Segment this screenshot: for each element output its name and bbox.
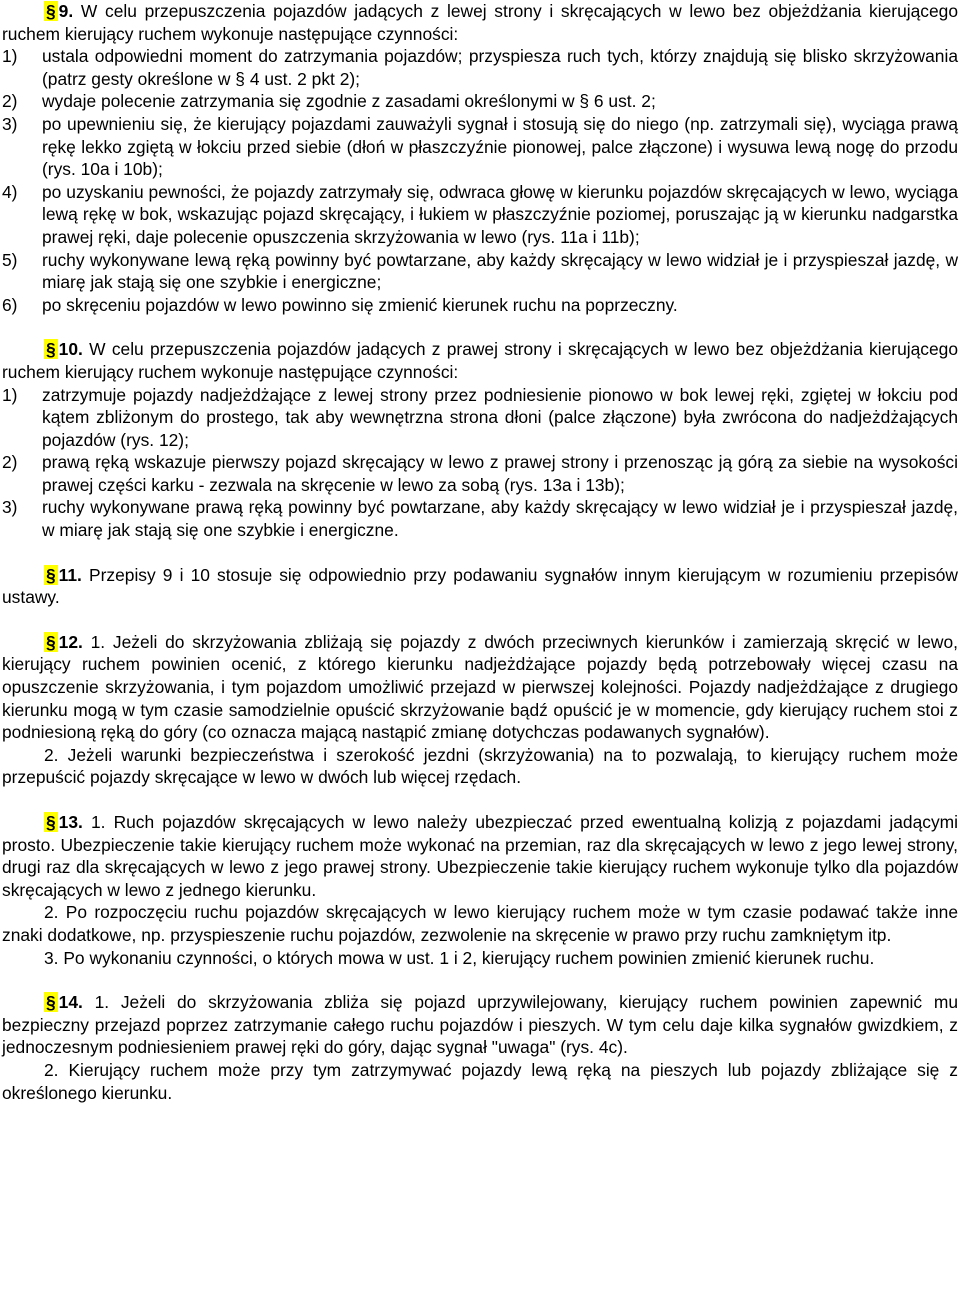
list-item: [2, 451, 958, 496]
list-item-number: 6): [2, 294, 18, 315]
list-item-text: wydaje polecenie zatrzymania się zgodnie z zasadami określonymi w § 6 ust. 2;: [42, 91, 656, 112]
paragraph-symbol: §: [46, 1, 56, 21]
section-14-paragraph-1: [2, 991, 958, 1059]
list-item: [2, 90, 958, 113]
spacer: [2, 609, 958, 631]
section-13-paragraph-3: 3. Po wykonaniu czynności, o których mowa w ust. 1 i 2, kierujący ruchem powinien zmienić kierunek ruchu.: [44, 947, 875, 968]
list-item-number: 3): [2, 497, 18, 518]
section-text: W celu przepuszczenia pojazdów jadących z prawej strony i skręcających w lewo bez objeżdżania kierującego ruchem kierujący ruchem wykonuje następujące czynności:: [2, 339, 958, 382]
section-14-paragraph-2: 2. Kierujący ruchem może przy tym zatrzymywać pojazdy lewą ręką na pieszych lub pojazdy zbliżające się z określonego kierunku.: [2, 1059, 958, 1103]
section-13-paragraph-2: 2. Po rozpoczęciu ruchu pojazdów skręcających w lewo kierujący ruchem może w tym czasie podawać także inne znaki dodatkowe, np. przyspieszenie ruchu pojazdów, zezwolenie na skręcenie w prawo przy ruchu zamkniętym itp.: [2, 902, 958, 945]
spacer: [2, 316, 958, 338]
list-item: [2, 496, 958, 541]
list-item-text: zatrzymuje pojazdy nadjeżdżające z lewej strony przez podniesienie pionowo w bok lewej ręki, zgiętej w łokciu pod kątem zbliżonym do prostego, tak aby wewnętrzna strona dłoni (palce złączone) była zwrócona do nadjeżdżających pojazdów (rys. 12);: [42, 384, 958, 450]
spacer: [2, 542, 958, 564]
list-item: [2, 45, 958, 90]
section-number: 14.: [58, 992, 83, 1013]
list-item: [2, 294, 958, 317]
spacer: [2, 969, 958, 991]
section-text: 1. Ruch pojazdów skręcających w lewo należy ubezpieczać przed ewentualną kolizją z pojazdami jadącymi prosto. Ubezpieczenie takie kierujący ruchem może wykonać na przemian, raz dla skręcających w lewo z jego lewej strony, drugi raz dla skręcających w lewo z jego prawej strony. Ubezpieczenie takie kierujący ruchem wykonuje tylko dla pojazdów skręcających w lewo z jednego kierunku.: [2, 812, 958, 900]
section-text: 1. Jeżeli do skrzyżowania zbliża się pojazd uprzywilejowany, kierujący ruchem powinien zapewnić mu bezpieczny przejazd poprzez zatrzymanie całego ruchu pojazdów i pieszych. W tym celu daje kilka sygnałów gwizdkiem, z jednoczesnym podniesieniem prawej ręki do góry, dając sygnał "uwaga" (rys. 4c).: [2, 992, 958, 1058]
list-item: [2, 113, 958, 181]
list-item-number: 2): [2, 91, 18, 112]
paragraph-symbol: §: [46, 812, 56, 832]
section-number: 10.: [58, 339, 83, 360]
list-item-text: po skręceniu pojazdów w lewo powinno się zmienić kierunek ruchu na poprzeczny.: [42, 294, 678, 315]
paragraph-symbol: §: [46, 631, 56, 652]
list-item-text: po upewnieniu się, że kierujący pojazdami zauważyli sygnał i stosują się do niego (np. zatrzymali się), wyciąga prawą rękę lekko zgiętą w łokciu przed siebie (dłoń w płaszczyźnie pionowej, palce złączone) i wysuwa lewą nogę do przodu (rys. 10a i 10b);: [42, 113, 958, 180]
paragraph-symbol: §: [46, 992, 56, 1013]
list-item-number: 1): [2, 384, 18, 405]
section-number: 12.: [58, 631, 83, 652]
section-number: 11.: [58, 564, 82, 585]
list-item: [2, 181, 958, 249]
list-item: [2, 384, 958, 452]
section-11: [2, 564, 958, 609]
list-item-number: 4): [2, 181, 18, 202]
section-text: 1. Jeżeli do skrzyżowania zbliżają się pojazdy z dwóch przeciwnych kierunków i zamierzają skręcić w lewo, kierujący ruchem powinien ocenić, z którego kierunku nadjeżdżające pojazdy będą potrzebowały więcej czasu na opuszczenie skrzyżowania, i tym pojazdom umożliwić przejazd w pierwszej kolejności. Pojazdy nadjeżdżające z drugiego kierunku mogą w tym czasie samodzielnie opuścić skrzyżowanie bądź opuścić je w momencie, gdy kierujący ruchem stoi z podniesioną ręką do góry (co oznacza mającą nastąpić zmianę dotychczas podawanych sygnałów).: [2, 631, 958, 743]
list-item-number: 1): [2, 46, 18, 67]
section-10-intro: [2, 338, 958, 383]
list-item-text: ruchy wykonywane prawą ręką powinny być powtarzane, aby każdy skręcający w lewo widział je i przyspieszał jazdę, w miarę jak stają się one szybkie i energiczne.: [42, 497, 958, 541]
section-number: 13.: [58, 812, 83, 832]
section-text: Przepisy 9 i 10 stosuje się odpowiednio przy podawaniu sygnałów innym kierującym w rozumieniu przepisów ustawy.: [2, 564, 958, 608]
section-9-intro: [2, 0, 958, 45]
section-13-paragraph-1: [2, 811, 958, 901]
spacer: [2, 789, 958, 811]
list-item: [2, 249, 958, 294]
section-number: 9.: [58, 1, 74, 21]
section-12-paragraph-1: [2, 631, 958, 744]
list-item-text: ustala odpowiedni moment do zatrzymania pojazdów; przyspiesza ruch tych, którzy znajdują się blisko skrzyżowania (patrz gesty określone w § 4 ust. 2 pkt 2);: [42, 46, 958, 89]
list-item-text: po uzyskaniu pewności, że pojazdy zatrzymały się, odwraca głowę w kierunku pojazdów skręcających w lewo, wyciąga lewą rękę w bok, wskazując pojazd skręcający, i łukiem w płaszczyźnie poziomej, poruszając ją w kierunku nadgarstka prawej ręki, daje polecenie opuszczenia skrzyżowania w lewo (rys. 11a i 11b);: [42, 181, 958, 247]
section-12-paragraph-2: 2. Jeżeli warunki bezpieczeństwa i szerokość jezdni (skrzyżowania) na to pozwalają, to kierujący ruchem może przepuścić pojazdy skręcające w lewo w dwóch lub więcej rzędach.: [2, 744, 958, 788]
section-text: W celu przepuszczenia pojazdów jadących z lewej strony i skręcających w lewo bez objeżdżania kierującego ruchem kierujący ruchem wykonuje następujące czynności:: [2, 1, 958, 44]
paragraph-symbol: §: [46, 339, 56, 360]
list-item-number: 3): [2, 113, 18, 134]
list-item-number: 5): [2, 249, 18, 270]
paragraph-symbol: §: [46, 564, 56, 585]
list-item-number: 2): [2, 452, 18, 473]
list-item-text: prawą ręką wskazuje pierwszy pojazd skręcający w lewo z prawej strony i przenosząc ją górą za siebie na wysokości prawej części karku - zezwala na skręcenie w lewo za sobą (rys. 13a i 13b);: [42, 452, 958, 495]
list-item-text: ruchy wykonywane lewą ręką powinny być powtarzane, aby każdy skręcający w lewo widział je i przyspieszał jazdę, w miarę jak stają się one szybkie i energiczne;: [42, 249, 958, 293]
